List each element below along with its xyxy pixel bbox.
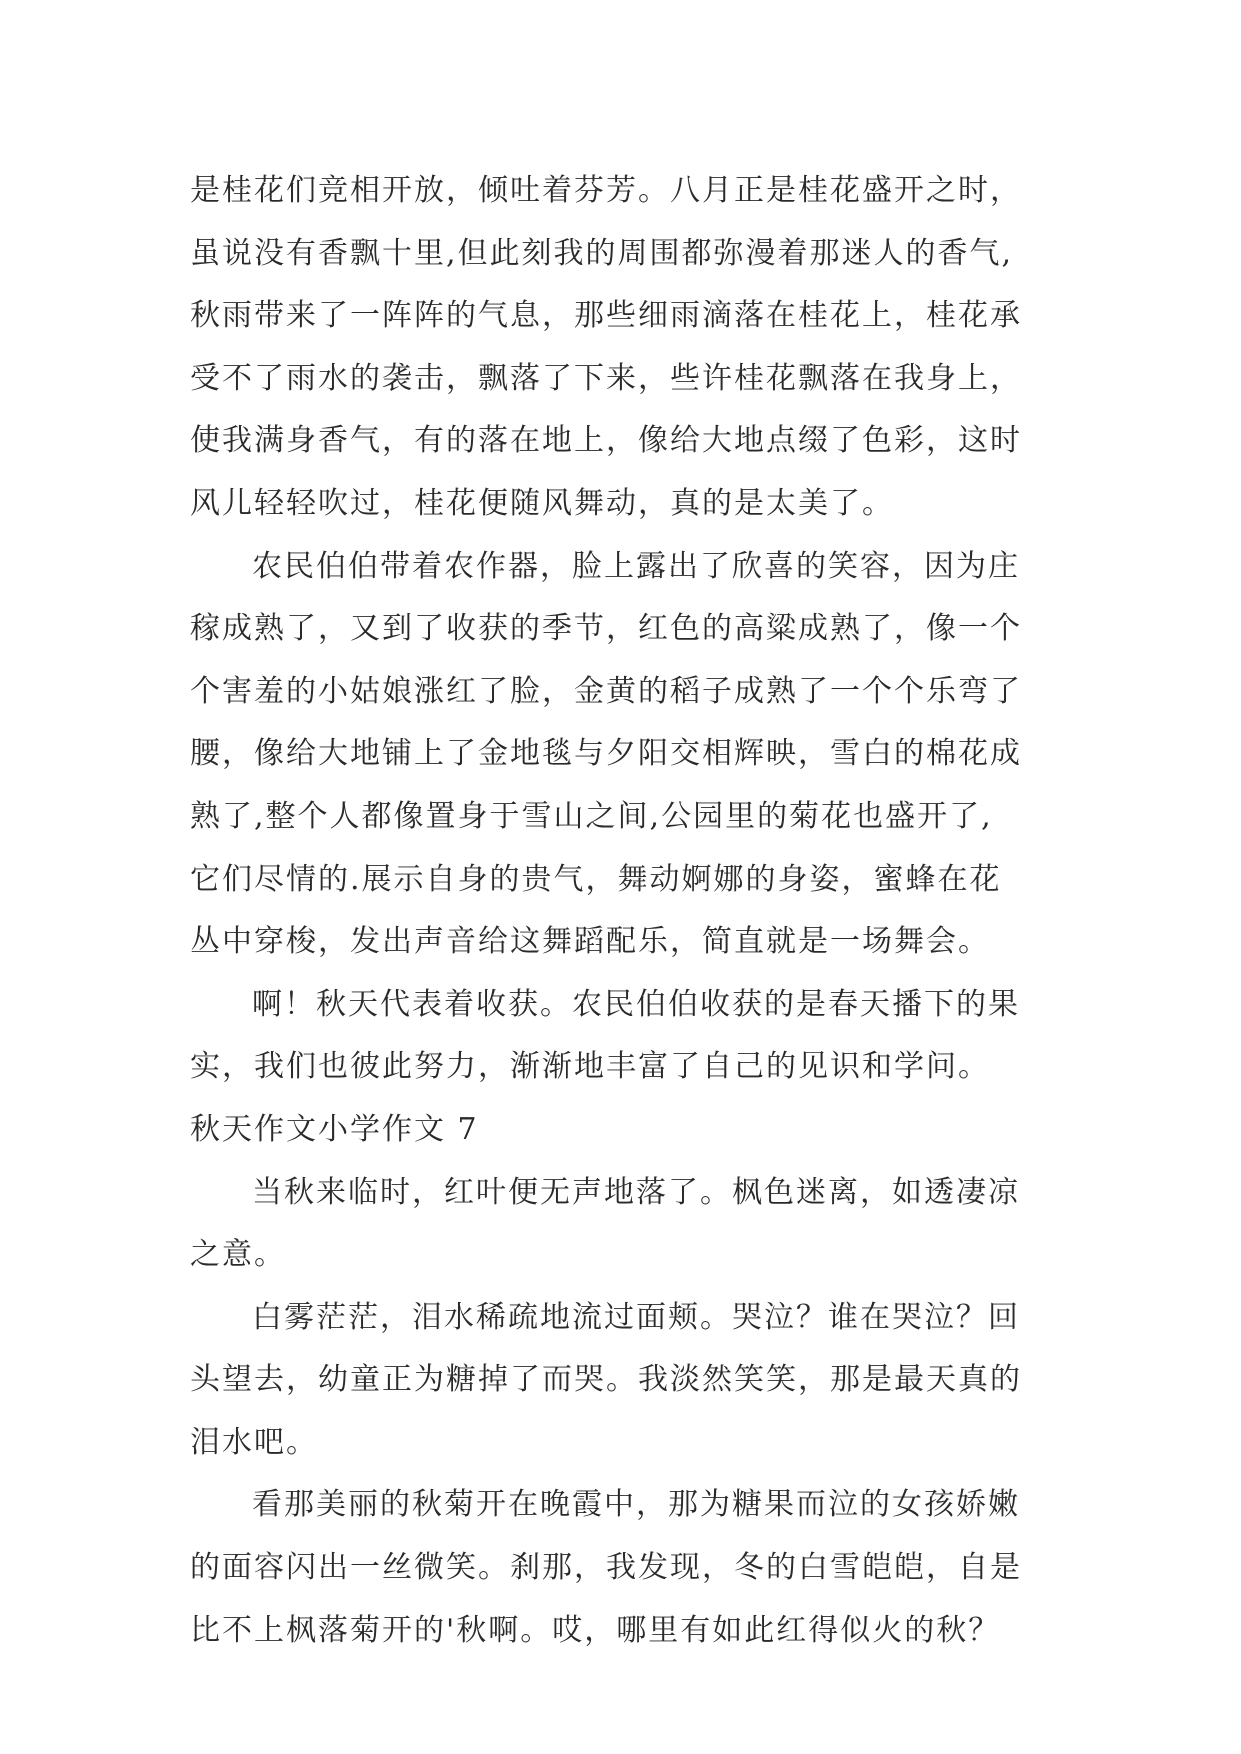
text-line: 的面容闪出一丝微笑。刹那，我发现，冬的白雪皑皑，自是 xyxy=(190,1550,1022,1586)
text-line: 丛中穿梭，发出声音给这舞蹈配乐，简直就是一场舞会。 xyxy=(190,924,990,960)
text-line: 是桂花们竞相开放，倾吐着芬芳。八月正是桂花盛开之时， xyxy=(190,173,1022,208)
text-line: 比不上枫落菊开的'秋啊。哎，哪里有如此红得似火的秋？ xyxy=(190,1612,1001,1648)
text-line: 虽说没有香飘十里,但此刻我的周围都弥漫着那迷人的香气, xyxy=(190,235,1014,271)
text-line: 腰，像给大地铺上了金地毯与夕阳交相辉映，雪白的棉花成 xyxy=(190,736,1022,772)
text-line: 受不了雨水的袭击，飘落了下来，些许桂花飘落在我身上， xyxy=(190,360,1022,396)
text-line: 看那美丽的秋菊开在晚霞中，那为糖果而泣的女孩娇嫩 xyxy=(252,1487,1020,1523)
text-line: 头望去，幼童正为糖掉了而哭。我淡然笑笑，那是最天真的 xyxy=(190,1362,1022,1398)
text-line: 实，我们也彼此努力，渐渐地丰富了自己的见识和学问。 xyxy=(190,1049,990,1085)
text-line: 风儿轻轻吹过，桂花便随风舞动，真的是太美了。 xyxy=(190,485,894,521)
text-line: 稼成熟了，又到了收获的季节，红色的高粱成熟了，像一个 xyxy=(190,611,1022,647)
text-line: 之意。 xyxy=(190,1237,286,1273)
text-line: 农民伯伯带着农作器，脸上露出了欣喜的笑容，因为庄 xyxy=(252,548,1020,584)
text-line: 它们尽情的.展示自身的贵气，舞动婀娜的身姿，蜜蜂在花 xyxy=(190,861,1002,897)
document-body xyxy=(190,160,1090,1662)
text-line: 熟了,整个人都像置身于雪山之间,公园里的菊花也盛开了, xyxy=(190,798,993,834)
text-line: 啊！秋天代表着收获。农民伯伯收获的是春天播下的果 xyxy=(252,986,1020,1022)
text-line: 秋天作文小学作文 7 xyxy=(190,1111,479,1147)
text-line: 秋雨带来了一阵阵的气息，那些细雨滴落在桂花上，桂花承 xyxy=(190,298,1022,334)
text-line: 白雾茫茫，泪水稀疏地流过面颊。哭泣？谁在哭泣？回 xyxy=(252,1299,1020,1335)
text-line: 当秋来临时，红叶便无声地落了。枫色迷离，如透凄凉 xyxy=(252,1174,1020,1210)
text-line: 个害羞的小姑娘涨红了脸，金黄的稻子成熟了一个个乐弯了 xyxy=(190,673,1022,709)
text-line: 使我满身香气，有的落在地上，像给大地点缀了色彩，这时 xyxy=(190,423,1022,459)
text-line: 泪水吧。 xyxy=(190,1424,318,1460)
